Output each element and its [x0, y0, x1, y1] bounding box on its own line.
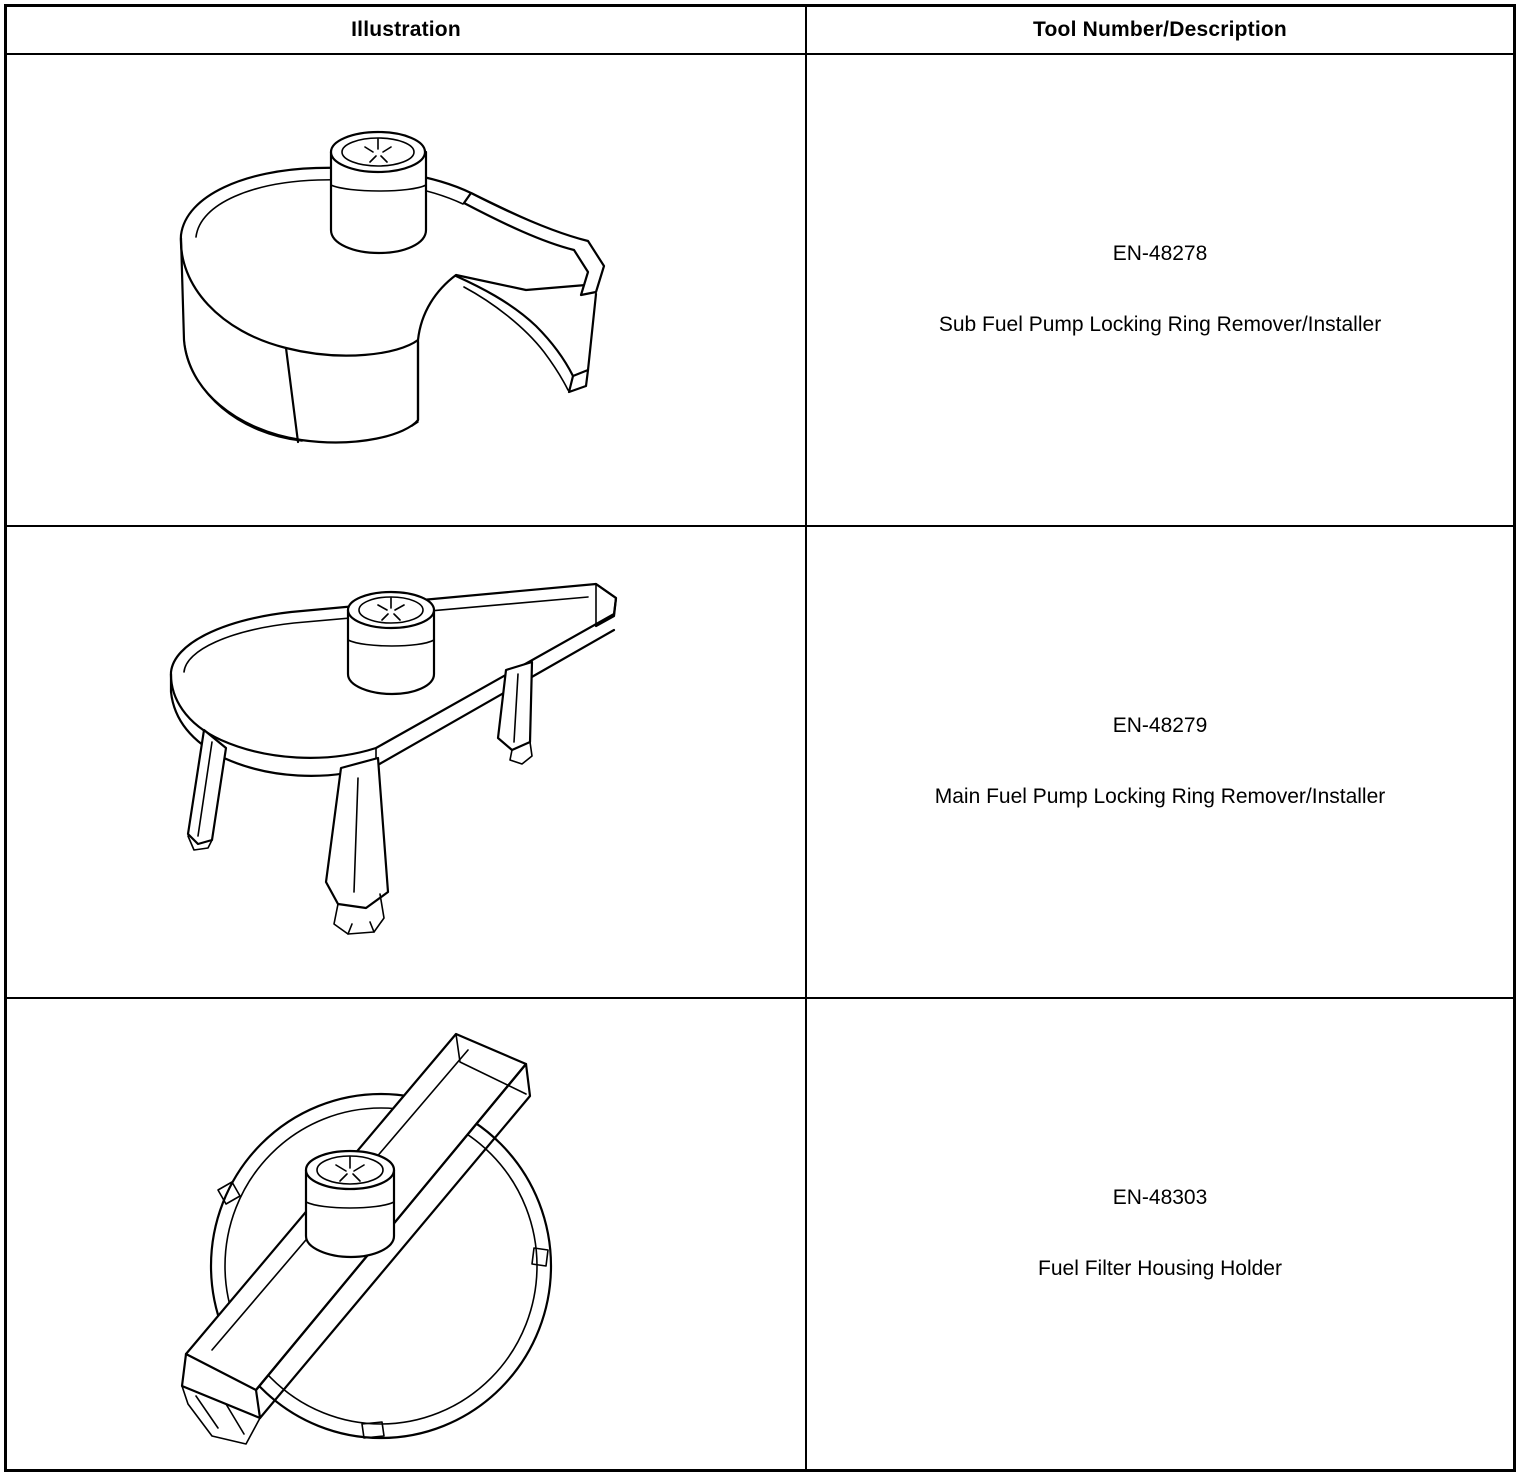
illustration-cell-en-48279 [6, 526, 807, 998]
description-cell-en-48278 [806, 54, 1514, 526]
main-fuel-pump-locking-ring-remover-installer-icon [126, 552, 686, 972]
tool-number: EN-48279 [1112, 714, 1208, 738]
table-header-row [6, 6, 1515, 55]
table-body [6, 54, 1515, 1471]
column-header-tool-number-description: Tool Number/Description [806, 6, 1514, 55]
tool-number: EN-48278 [1112, 242, 1208, 266]
table-row [6, 54, 1515, 526]
tool-description: Fuel Filter Housing Holder [1038, 1257, 1282, 1281]
tool-description: Main Fuel Pump Locking Ring Remover/Installer [934, 785, 1386, 809]
description-cell-en-48303 [806, 998, 1514, 1471]
illustration-cell-en-48303 [6, 998, 807, 1471]
illustration-cell-en-48278 [6, 54, 807, 526]
description-cell-en-48279 [806, 526, 1514, 998]
sub-fuel-pump-locking-ring-remover-installer-icon [126, 90, 686, 490]
special-tools-table [4, 4, 1516, 1472]
tool-description: Sub Fuel Pump Locking Ring Remover/Installer [938, 313, 1382, 337]
table-row [6, 998, 1515, 1471]
tool-number: EN-48303 [1112, 1186, 1208, 1210]
table-header [6, 6, 1515, 55]
column-header-illustration: Illustration [6, 6, 807, 55]
table-row [6, 526, 1515, 998]
fuel-filter-housing-holder-icon [126, 1004, 686, 1464]
